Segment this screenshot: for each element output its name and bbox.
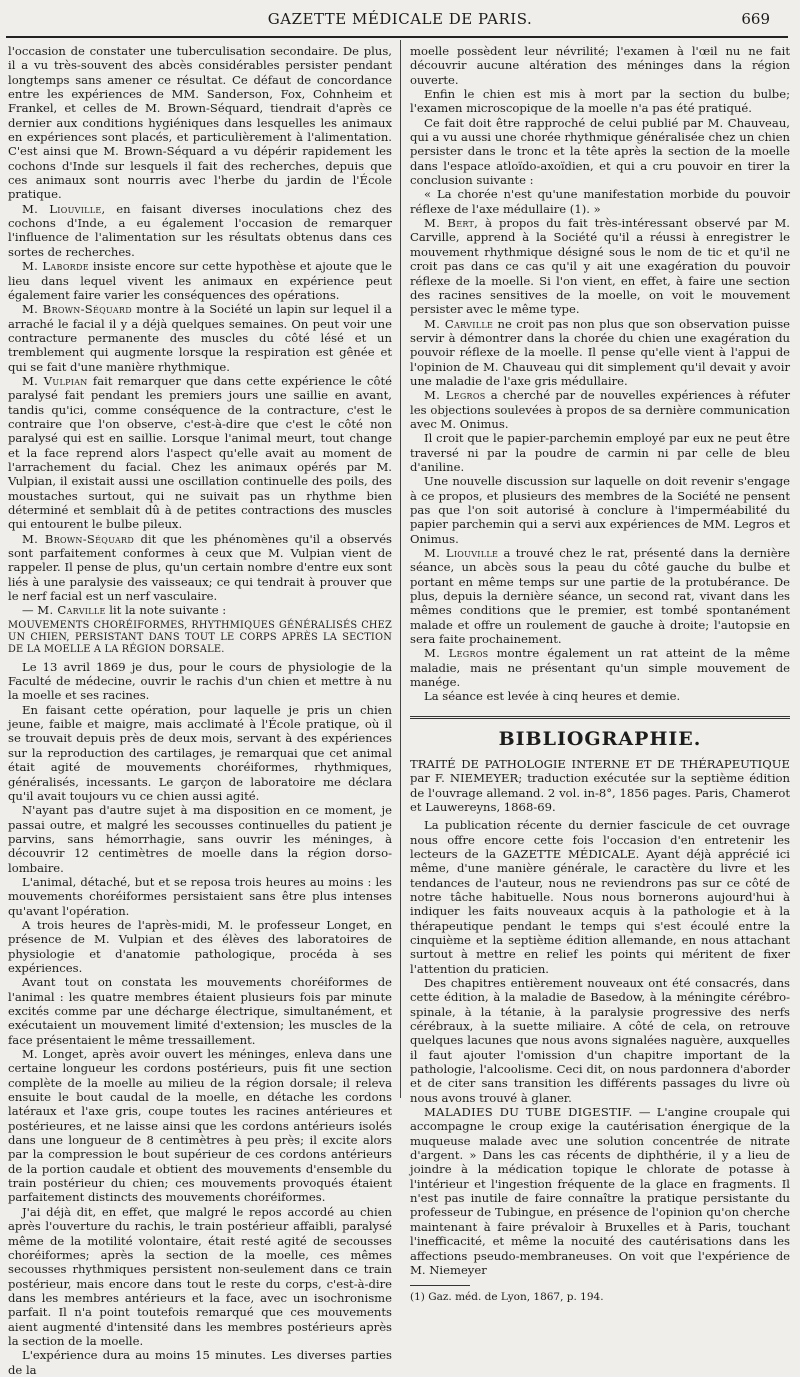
paragraph: A trois heures de l'après-midi, M. le professeur Longet, en présence de M. Vulpian et des élèves des laboratoires de physiologie et d'anatomie pathologique, procéda à ses expériences.: [8, 917, 392, 975]
footnote: (1) Gaz. méd. de Lyon, 1867, p. 194.: [410, 1291, 604, 1304]
paragraph: En faisant cette opération, pour laquelle je pris un chien jeune, faible et maigre, mais acclimaté à l'École pratique, où il se trouvait depuis près de deux mois, servant à des expériences sur la reproduction des cartilages, je remarquai que cet animal était agité de mouvements choréiformes, rhythmiques, généralisés, incessants. Le garçon de laboratoire me déclara qu'il avait toujours vu ce chien aussi agité.: [8, 702, 392, 803]
speaker-name: M. Legros: [424, 646, 489, 661]
paragraph-text: fait remarquer que dans cette expérience le côté paralysé fait pendant les premiers jours une saillie en avant, tandis qu'ici, comme conséquence de la contracture, c'est le contraire que l'on observe, c'est-à-dire que c'est le côté non paralysé qui est en saillie. Lorsque l'animal meurt, tout change et la face reprend alors l'aspect qu'elle avait au moment de l'arrachement du facial. Chez les animaux opérés par M. Vulpian, il existait aussi une oscillation continuelle des poils, des moustaches surtout, qui ne suivait pas un rhythme bien déterminé et semblait dû à de petites contractions des muscles qui entourent le bulbe pileux.: [8, 373, 393, 532]
paragraph-text: en faisant diverses inoculations chez des cochons d'Inde, a eu également l'occasion de remarquer l'influence de l'alimentation sur les résultats obtenus dans ces sortes de recherches.: [8, 201, 392, 259]
page-header: [0, 8, 800, 34]
speaker-name: M. Brown-Séquard: [22, 531, 135, 546]
speaker-name: M. Carville: [37, 603, 106, 618]
speaker-name: M. Brown-Séquard: [22, 302, 132, 317]
closing-line: La séance est levée à cinq heures et demie.: [424, 689, 681, 704]
paragraph: Le 13 avril 1869 je dus, pour le cours de physiologie de la Faculté de médecine, ouvrir le rachis d'un chien et mettre à nu la moelle et ses racines.: [8, 659, 392, 703]
speaker-name: M. Laborde: [22, 259, 89, 274]
header-rule: [6, 36, 788, 38]
right-column: [410, 44, 790, 1305]
column-divider: [400, 40, 401, 1098]
paragraph: La publication récente du dernier fascicule de cet ouvrage nous offre encore cette fois l'occasion d'en entretenir les lecteurs de la GAZETTE MÉDICALE. Ayant déjà apprécié ici même, d'une manière générale, le caractère du livre et les tendances de l'auteur, nous ne reviendrons pas sur ce côté de notre tâche habituelle. Nous nous bornerons aujourd'hui à indiquer les faits nouveaux acquis à la pathologie et à la thérapeutique pendant le temps qui s'est écoulé entre la cinquième et la septième édition allemande, en nous attachant surtout à mettre en relief les points qui méritent de fixer l'attention du praticien.: [410, 818, 790, 976]
page-number: 669: [741, 10, 770, 28]
paragraph: [410, 317, 790, 389]
speaker-name: M. Liouville,: [22, 201, 106, 216]
paragraph-text: a trouvé chez le rat, présenté dans la dernière séance, un abcès sous la peau du côté gauche du bulbe et portant en même temps sur une partie de la protubérance. De plus, depuis la dernière séance, un second rat, vivant dans les mêmes conditions que le premier, est tombé spontanément malade et offre un roulement de gauche à droite; l'autopsie en sera faite prochainement.: [410, 546, 790, 647]
paragraph: Ce fait doit être rapproché de celui publié par M. Chauveau, qui a vu aussi une chorée rhythmique généralisée chez un chien persister dans le tronc et la tête après la section de la moelle dans l'espace atloïdo-axoïdien, et qui a cru pouvoir en tirer la conclusion suivante :: [410, 115, 790, 188]
paragraph-text: à propos du fait très-intéressant observé par M. Carville, apprend à la Société qu'il a réussi à enregistrer le mouvement rhythmique désigné sous le nom de tic et qu'il ne croit pas dans ce cas qu'il y ait une exagération du pouvoir réflexe de la moelle. Si l'on vient, en effet, à faire une section des racines sensitives de la moelle, on voit le mouvement persister avec le même type.: [410, 216, 790, 317]
paragraph: Enfin le chien est mis à mort par la section du bulbe; l'examen microscopique de la moelle n'a pas été pratiqué.: [410, 87, 790, 116]
paragraph-text: lit la note suivante :: [105, 603, 227, 618]
speaker-name: M. Carville: [424, 316, 494, 331]
paragraph: [410, 216, 790, 316]
speaker-name: M. Bert,: [424, 216, 479, 231]
paragraph-text: dit que les phénomènes qu'il a observés sont parfaitement conformes à ceux que M. Vulpian vient de rappeler. Il pense de plus, qu'un certain nombre d'entre eux sont liés à une paralysie des vaisseaux; ce qui tendrait à prouver que le nerf facial est un nerf vasculaire.: [8, 531, 393, 604]
paragraph: N'ayant pas d'autre sujet à ma disposition en ce moment, je passai outre, et malgré les secousses continuelles du patient je parvins, sans hémorrhagie, sans ouvrir les méninges, à découvrir 12 centimètres de moelle dans la région dorso-lombaire.: [8, 803, 392, 875]
paragraph-text: ne croit pas non plus que son observation puisse servir à démontrer dans la chorée du chien une exagération du pouvoir réflexe de la moelle. Il pense qu'elle vient à l'appui de l'opinion de M. Chauveau qui dit simplement qu'il devait y avoir une maladie de l'axe gris médullaire.: [410, 316, 790, 388]
paragraph-text: a cherché par de nouvelles expériences à réfuter les objections soulevées à propos de sa dernière communication avec M. Onimus.: [410, 388, 790, 431]
speaker-name: M. Legros: [424, 388, 486, 403]
paragraph: [410, 546, 790, 646]
left-column: [8, 44, 392, 1377]
bibliography-heading: BIBLIOGRAPHIE.: [498, 727, 702, 750]
paragraph: l'occasion de constater une tuberculisation secondaire. De plus, il a vu très-souvent des abcès considérables persister pendant longtemps sans amener ce résultat. Ce défaut de concordance entre les expériences de MM. Sanderson, Fox, Cohnheim et Frankel, et celles de M. Brown-Séquard, tiendrait d'après ce dernier aux conditions hygiéniques dans lesquelles les animaux en expériences sont placés, et particulièrement à l'alimentation. C'est ainsi que M. Brown-Séquard a vu dépérir rapidement les cochons d'Inde sur lesquels il fait des recherches, depuis que ces animaux sont nourris avec l'herbe du jardin de l'École pratique.: [8, 44, 392, 202]
paragraph-text: — L'angine croupale qui accompagne le croup exige la cautérisation énergique de la muqueuse malade avec une solution concentrée de nitrate d'argent. » Dans les cas récents de diphthérie, il y a lieu de joindre à la médication topique le chlorate de potasse à l'intérieur et l'ingestion fréquente de la glace en fragments. Il n'est pas inutile de faire connaître la pratique persistante du professeur de Tubingue, en présence de l'opinion qu'on cherche maintenant à faire prévaloir à Bruxelles et à Paris, touchant l'inefficacité, et même la nocuité des cautérisations dans les affections pseudo-membraneuses. On voit que l'expérience de M. Niemeyer: [410, 1105, 790, 1277]
paragraph-text: montre également un rat atteint de la même maladie, mais ne présentant qu'un simple mouvement de manége.: [410, 646, 790, 690]
paragraph: Il croit que le papier-parchemin employé par eux ne peut être traversé ni par la poudre de carmin ni par celle de bleu d'aniline.: [410, 431, 790, 474]
paragraph: [8, 259, 392, 302]
speaker-name: M. Liouville: [424, 546, 499, 561]
subsection-lead: MALADIES DU TUBE DIGESTIF.: [424, 1105, 633, 1120]
paragraph: [8, 532, 392, 604]
section-title: MOUVEMENTS CHORÉIFORMES, RHYTHMIQUES GÉNÉRALISÉS CHEZ UN CHIEN, PERSISTANT DANS TOUT LE CORPS APRÈS LA SECTION DE LA MOELLE A LA RÉGION DORSALE.: [8, 619, 392, 655]
section-separator: [410, 716, 790, 719]
paragraph: Des chapitres entièrement nouveaux ont été consacrés, dans cette édition, à la maladie de Basedow, à la méningite cérébro-spinale, à la tétanie, à la paralysie progressive des nerfs cérébraux, à la suette miliaire. A côté de cela, on retrouve quelques lacunes que nous avons signalées naguère, auxquelles il faut ajouter l'omission d'un chapitre important de la pathologie, l'alcoolisme. Ceci dit, on nous pardonnera d'aborder et de citer sans transition les différents passages du livre où nous avons trouvé à glaner.: [410, 975, 790, 1105]
paragraph: Une nouvelle discussion sur laquelle on doit revenir s'engage à ce propos, et plusieurs des membres de la Société ne pensent pas que l'on soit autorisé à conclure à l'imperméabilité du papier parchemin qui a servi aux expériences de MM. Legros et Onimus.: [410, 474, 790, 546]
paragraph: [410, 388, 790, 431]
paragraph: [8, 202, 392, 259]
paragraph: J'ai déjà dit, en effet, que malgré le repos accordé au chien après l'ouverture du rachis, le train postérieur affaibli, paralysé même de la motilité volontaire, était resté agité de secousses choréiformes; après la section de la moelle, ces mêmes secousses rhythmiques persistent non-seulement dans ce train postérieur, mais encore dans tout le reste du corps, c'est-à-dire dans les membres antérieurs et la face, avec un isochronisme parfait. Il n'a point toutefois remarqué que ces mouvements aient augmenté d'intensité dans les membres postérieurs après la section de la moelle.: [8, 1204, 392, 1348]
paragraph: [8, 302, 392, 374]
paragraph: [410, 1105, 790, 1277]
paragraph-text: montre à la Société un lapin sur lequel il a arraché le facial il y a déjà quelques semaines. On peut voir une contracture permanente des muscles du côté lésé et un tremblement qui augmente lorsque la respiration est gênée et qui se fait d'une manière rhythmique.: [8, 302, 393, 374]
paragraph: [410, 646, 790, 689]
paragraph: Avant tout on constata les mouvements choréiformes de l'animal : les quatre membres étaient plusieurs fois par minute excités comme par une décharge électrique, simultanément, et exécutaient un mouvement limité d'extension; les muscles de la face présentaient le même tressaillement.: [8, 975, 392, 1047]
paragraph-text: insiste encore sur cette hypothèse et ajoute que le lieu dans lequel vivent les animaux en expérience peut également faire varier les conséquences des opérations.: [8, 259, 392, 302]
running-title: GAZETTE MÉDICALE DE PARIS.: [267, 10, 533, 28]
paragraph: [8, 603, 392, 617]
speaker-name: M. Vulpian: [22, 373, 88, 388]
quotation: « La chorée n'est qu'une manifestation morbide du pouvoir réflexe de l'axe médullaire (1). »: [410, 187, 790, 216]
paragraph: L'expérience dura au moins 15 minutes. Les diverses parties de la: [8, 1348, 392, 1377]
paragraph: [8, 374, 392, 532]
footnote-rule: [410, 1285, 470, 1286]
dash-prefix: —: [22, 603, 38, 618]
paragraph: M. Longet, après avoir ouvert les méninges, enleva dans une certaine longueur les cordons postérieurs, puis fit une section complète de la moelle au milieu de la région dorsale; il releva ensuite le bout caudal de la moelle, en détache les cordons latéraux et l'axe gris, coupe toutes les racines antérieures et postérieures, et ne laisse ainsi que les cordons antérieurs isolés dans une longueur de 8 centimètres à peu près; il excite alors par la compression le bout supérieur de ces cordons antérieurs de la portion caudale et obtient des mouvements d'ensemble du train postérieur du chien; ces mouvements provoqués étaient parfaitement distincts des mouvements choréiformes.: [8, 1047, 392, 1205]
paragraph: L'animal, détaché, but et se reposa trois heures au moins : les mouvements choréiformes persistaient sans être plus intenses qu'avant l'opération.: [8, 874, 392, 918]
paragraph: moelle possèdent leur névrilité; l'examen à l'œil nu ne fait découvrir aucune altération des méninges dans la région ouverte.: [410, 44, 790, 87]
book-title: TRAITÉ DE PATHOLOGIE INTERNE ET DE THÉRAPEUTIQUE par F. NIEMEYER; traduction exécutée sur la septième édition de l'ouvrage allemand. 2 vol. in-8°, 1856 pages. Paris, Chamerot et Lauwereyns, 1868-69.: [410, 756, 790, 814]
